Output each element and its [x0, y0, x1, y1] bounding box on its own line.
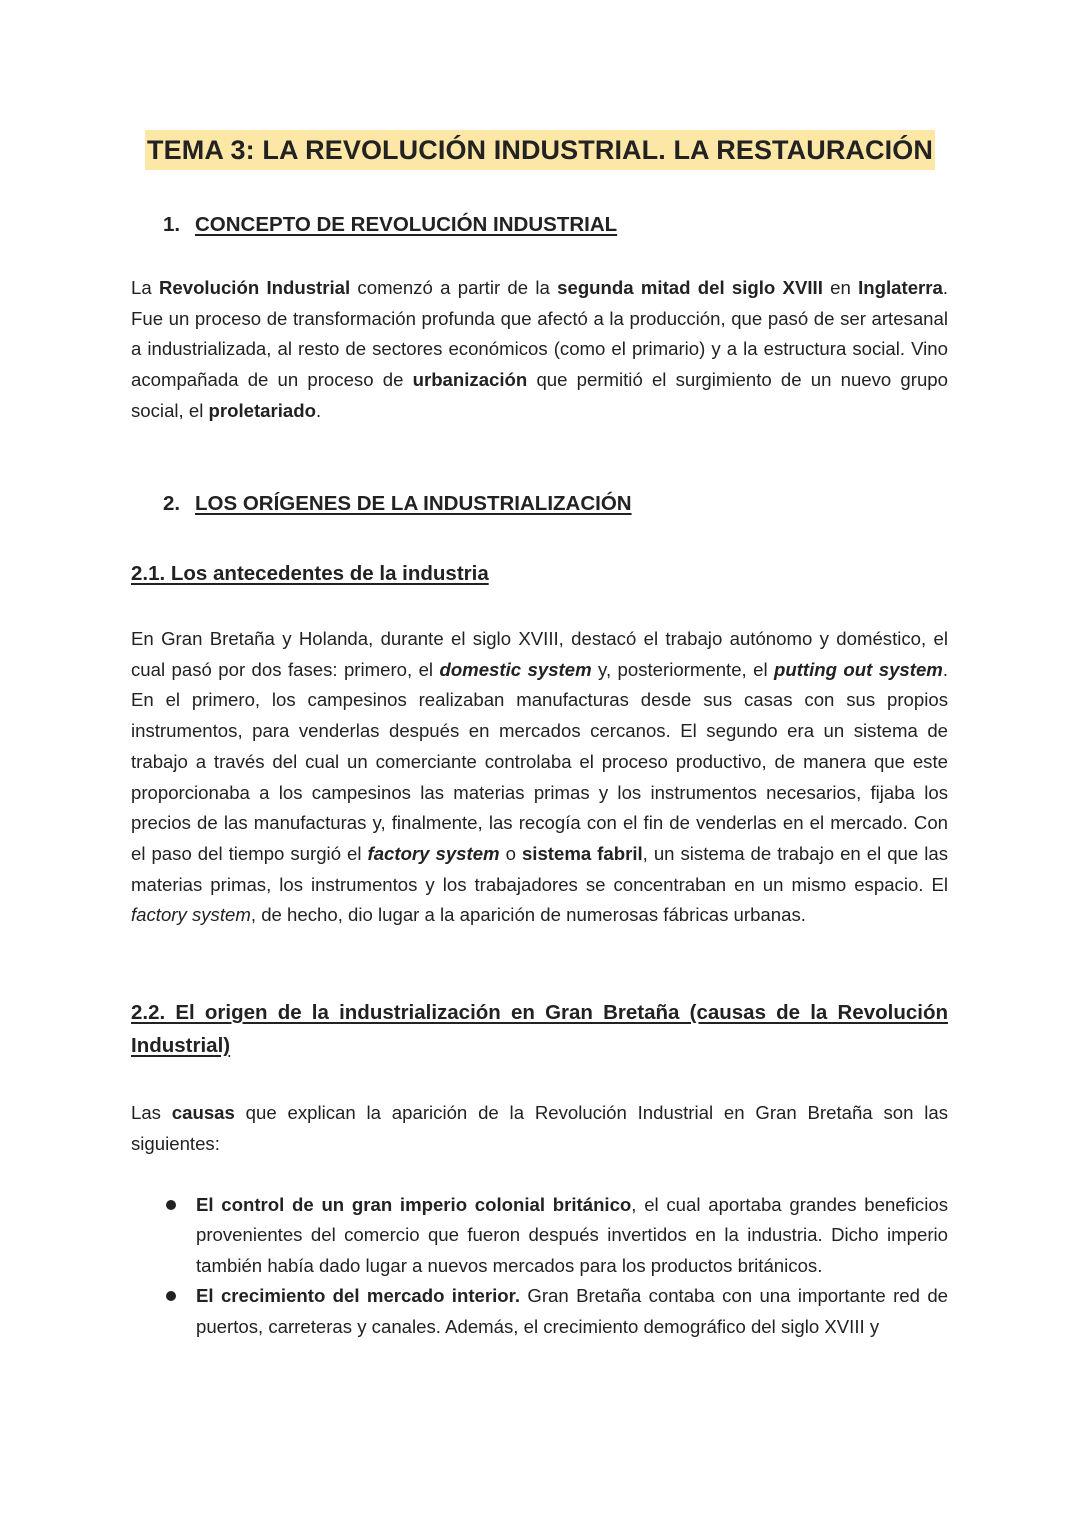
subsection-2-2-paragraph — [131, 1098, 948, 1159]
text-run: . En el primero, los campesinos realizaban manufacturas desde sus casas con sus propios instrumentos, para venderlas después en mercados cercanos. El segundo era un sistema de trabajo a través del cual un comerciante controlaba el proceso productivo, de manera que este proporcionaba a los campesinos las materias primas y los instrumentos necesarios, fijaba los precios de las manufacturas y, finalmente, las recogía con el fin de venderlas en el mercado. Con el paso del tiempo surgió el — [131, 658, 948, 864]
bullet-icon — [166, 1200, 176, 1210]
bold-run: El crecimiento del mercado interior. — [196, 1285, 520, 1307]
text-run: Las — [131, 1102, 172, 1123]
bold-run: segunda mitad del siglo XVIII — [557, 277, 823, 298]
section-2-number: 2. — [163, 492, 181, 515]
bold-run: causas — [171, 1102, 235, 1123]
bold-italic-run: putting out system — [774, 658, 943, 680]
text-run: y, posteriormente, el — [591, 658, 775, 680]
section-2-heading-text: LOS ORÍGENES DE LA INDUSTRIALIZACIÓN — [195, 492, 632, 515]
bold-italic-run: domestic system — [439, 658, 592, 680]
text-run: en — [822, 277, 859, 298]
section-1-paragraph — [131, 273, 948, 427]
text-run: o — [499, 842, 522, 864]
bullet-icon — [166, 1291, 176, 1301]
text-run: Gran Bretaña contaba con una importante red de puertos, carreteras y canales. Además, el crecimiento demográfico del siglo XVIII y — [196, 1285, 948, 1337]
section-1-heading — [163, 210, 617, 240]
bold-run: Revolución Industrial — [158, 277, 351, 298]
title-container — [0, 130, 1080, 170]
italic-run: factory system — [131, 904, 251, 926]
list-item — [131, 1190, 948, 1281]
text-run: que explican la aparición de la Revolución Industrial en Gran Bretaña son las siguientes: — [131, 1102, 948, 1154]
section-1-number: 1. — [163, 213, 181, 236]
bold-run: proletariado — [208, 399, 316, 421]
causes-list — [131, 1190, 948, 1342]
text-run: , el cual aportaba grandes beneficios provenientes del comercio que fueron después invertidos en la industria. Dicho imperio también había dado lugar a nuevos mercados para los productos británicos. — [196, 1194, 948, 1276]
bold-run: sistema fabril — [521, 842, 643, 864]
subsection-2-1-heading: 2.1. Los antecedentes de la industria — [131, 562, 489, 585]
text-run: . — [315, 399, 322, 421]
text-run: . Fue un proceso de transformación profunda que afectó a la producción, que pasó de ser artesanal a industrializada, al resto de sectores económicos (como el primario) y a la estructura social. Vino acompañada de un proceso de — [131, 277, 949, 391]
text-run: , de hecho, dio lugar a la aparición de numerosas fábricas urbanas. — [250, 904, 806, 926]
bold-italic-run: factory system — [367, 842, 500, 864]
bold-run: Inglaterra — [858, 277, 943, 298]
text-run: que permitió el surgimiento de un nuevo grupo social, el — [131, 369, 948, 421]
subsection-2-1-paragraph — [131, 624, 948, 931]
section-2-heading — [163, 489, 632, 519]
bold-run: El control de un gran imperio colonial británico — [196, 1194, 632, 1215]
text-run: comenzó a partir de la — [350, 277, 558, 298]
text-run: La — [131, 277, 159, 298]
text-run: , un sistema de trabajo en el que las materias primas, los instrumentos y los trabajadores se concentraban en un mismo espacio. El — [131, 842, 948, 895]
bold-run: urbanización — [412, 369, 528, 391]
subsection-2-2-heading: 2.2. El origen de la industrialización en Gran Bretaña (causas de la Revolución Industrial) — [131, 1001, 948, 1057]
section-1-heading-text: CONCEPTO DE REVOLUCIÓN INDUSTRIAL — [195, 213, 618, 236]
list-item — [131, 1281, 948, 1342]
text-run: En Gran Bretaña y Holanda, durante el siglo XVIII, destacó el trabajo autónomo y doméstico, el cual pasó por dos fases: primero, el — [131, 628, 948, 680]
document-title: TEMA 3: LA REVOLUCIÓN INDUSTRIAL. LA RESTAURACIÓN — [145, 130, 935, 170]
